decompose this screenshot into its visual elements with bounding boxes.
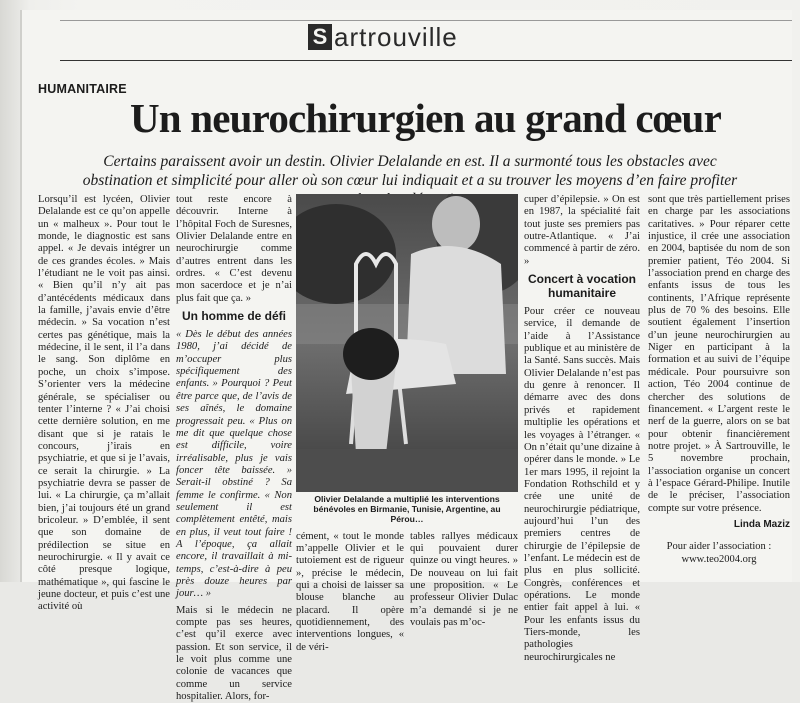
column-4 xyxy=(648,194,790,566)
town-initial: S xyxy=(308,24,332,50)
column-2-text-c: Mais si le médecin ne compte pas ses heures, c’est qu’il exerce avec passion. Et son service, il le voit plus comme une colonie de vacances que comme un service hospitalier. Alors, for- xyxy=(176,604,292,703)
header-rule xyxy=(60,60,792,61)
column-3 xyxy=(524,194,640,664)
column-1-text: Lorsqu’il est lycéen, Olivier Delalande est ce qu’on appelle un « malheux ». Pour tout le monde, le diagnostic est sans appel. « Je devais intégrer un de ces grandes écoles. » Mais l’étudiant ne le voit pas ainsi. « Bien qu’il n’y ait pas d’antécédents médicaux dans la famille, j’avais envie d’être médecin. » Sa vocation n’est certes pas génétique, mais la médecine, il le sent, il l’a dans le sang. Son diplôme en poche, un choix s’impose. S’orienter vers la médecine générale, se spécialiser ou tenter l’interne ? « J’ai choisi cette dernière solution, en me disant que si je ratais le concours, j’irais en psychiatrie, et que si je l’avais, ce serait la chirurgie. » La psychiatrie devra se passer de lui. « La chirurgie, ça m’allait bien, j’ai toujours été un grand bricoleur. » D’emblée, il sent que son domaine de prédilection se situe en neurochirurgie. « Il y avait ce côté presque logique, mathématique », qui fascine le jeune docteur, et puis c’est une activité où xyxy=(38,194,170,613)
column-2 xyxy=(176,194,292,703)
town-heading xyxy=(308,22,458,52)
article-lead: Certains paraissent avoir un destin. Olivier Delalande en est. Il a surmonté tous les obstacles avec obstination et simplicité pour aller où son cœur lui indiquait et a su trouver les moyens d’en faire profiter xyxy=(82,153,738,189)
portrait-photo-illustration xyxy=(296,194,518,492)
author-signature: Linda Maziz xyxy=(733,518,790,530)
article-headline: Un neurochirurgien au grand cœur xyxy=(130,95,721,141)
column-2-text-b: « Dès le début des années 1980, j’ai décidé de m’occuper plus spécifiquement des enfants. » Pourquoi ? Peut être parce que, de l’avis de ses aînés, le domaine progressait peu. « Plus on me dit que quelque chose est difficile, voire irréalisable, plus je vais foncer tête baissée. » Serait-il obstiné ? Sa femme le confirme. « Non seulement il est complètement entêté, mais en plus, il veut tout faire ! A l’époque, ça allait encore, il travaillait à mi-temps, c’est-à-dire à peu près douze heures par jour… » xyxy=(176,329,292,600)
footer-box xyxy=(648,541,790,566)
article-photo xyxy=(296,194,518,492)
section-rubric: HUMANITAIRE xyxy=(38,82,127,96)
subheading-concert: Concert à vocation humanitaire xyxy=(527,272,637,301)
under-photo-text-a: cément, « tout le monde m’appelle Olivier et le tutoiement est de rigueur », précise le médecin, qui a choisi de laisser sa blouse blanche au placard. Il opère quotidiennement, des interventions longues, « de véri- xyxy=(296,530,404,653)
town-name: artrouville xyxy=(334,21,458,52)
subheading-homme-de-defi: Un homme de défi xyxy=(181,309,286,324)
column-1 xyxy=(38,194,170,614)
footer-website: www.teo2004.org xyxy=(681,553,757,565)
column-2-text: tout reste encore à découvrir. Interne à l’hôpital Foch de Suresnes, Olivier Delalande entre en neurochirurgie comme d’autres entrent dans les ordres. « C’est devenu mon sacerdoce et je n’ai plus fait que ça. » xyxy=(176,194,292,304)
footer-help-line: Pour aider l’association : xyxy=(666,541,772,553)
under-photo-col-b xyxy=(410,520,518,640)
photo-caption: Olivier Delalande a multiplié les interventions bénévoles en Birmanie, Tunisie, Argentine, au Pérou… xyxy=(313,494,501,524)
under-photo-text-b: tables rallyes médicaux qui pouvaient durer quinze ou vingt heures. » De nouveau on lui fait une proposition. « Le professeur Olivier Dulac m’a demandé si je ne voulais pas m’oc- xyxy=(410,530,518,628)
column-3-text-b: Pour créer ce nouveau service, il demande de l’aide à l’Assistance publique et au ministère de la Santé. Sans succès. Mais Olivier Delalande n’est pas du genre à renoncer. Il démarre avec des dons privés et rapidement multiplie les opérations et les voyages à l’étranger. « On n’était qu’une dizaine à opérer dans le monde. » Le 1er mars 1995, il rejoint la Fondation Rothschild et y crée une unité de neurochirurgie pédiatrique, aujourd’hui l’un des premiers centres de chirurgie de l’épilepsie de l’enfant. Le médecin est de plus en plus sollicité. Congrès, conférences et opérations. Le monde entier fait appel à lui. « Pour les enfants issus du Tiers-monde, les pathologies neurochirurgicales ne xyxy=(524,306,640,663)
column-4-text: sont que très partiellement prises en charge par les associations caritatives. » Pour réparer cette injustice, il crée une association en 2004, baptisée du nom de son premier patient, Téo 2004. Si l’association prend en charge des enfants issus de tous les continents, l’Afrique représente plus de 70 % des besoins. Elle soutient également l’insertion d’un jeune neurochirurgien au Niger en participant à la formation et au suivi de l’équipe médicale. Pour poursuivre son action, Téo 2004 continue de chercher des solutions de financement. « L’argent reste le nerf de la guerre, alors on se bat pour obtenir financièrement notre projet. » À Sartrouville, le 5 novembre prochain, l’association organise un concert à l’espace Gérard-Philipe. Inutile de le préciser, l’association compte sur votre présence. xyxy=(648,194,790,514)
under-photo-col-a xyxy=(296,520,404,665)
column-3-text-a: cuper d’épilepsie. » On est en 1987, la spécialité fait tout juste ses premiers pas outre-Atlantique. « J’ai commencé à partir de zéro. » xyxy=(524,194,640,267)
